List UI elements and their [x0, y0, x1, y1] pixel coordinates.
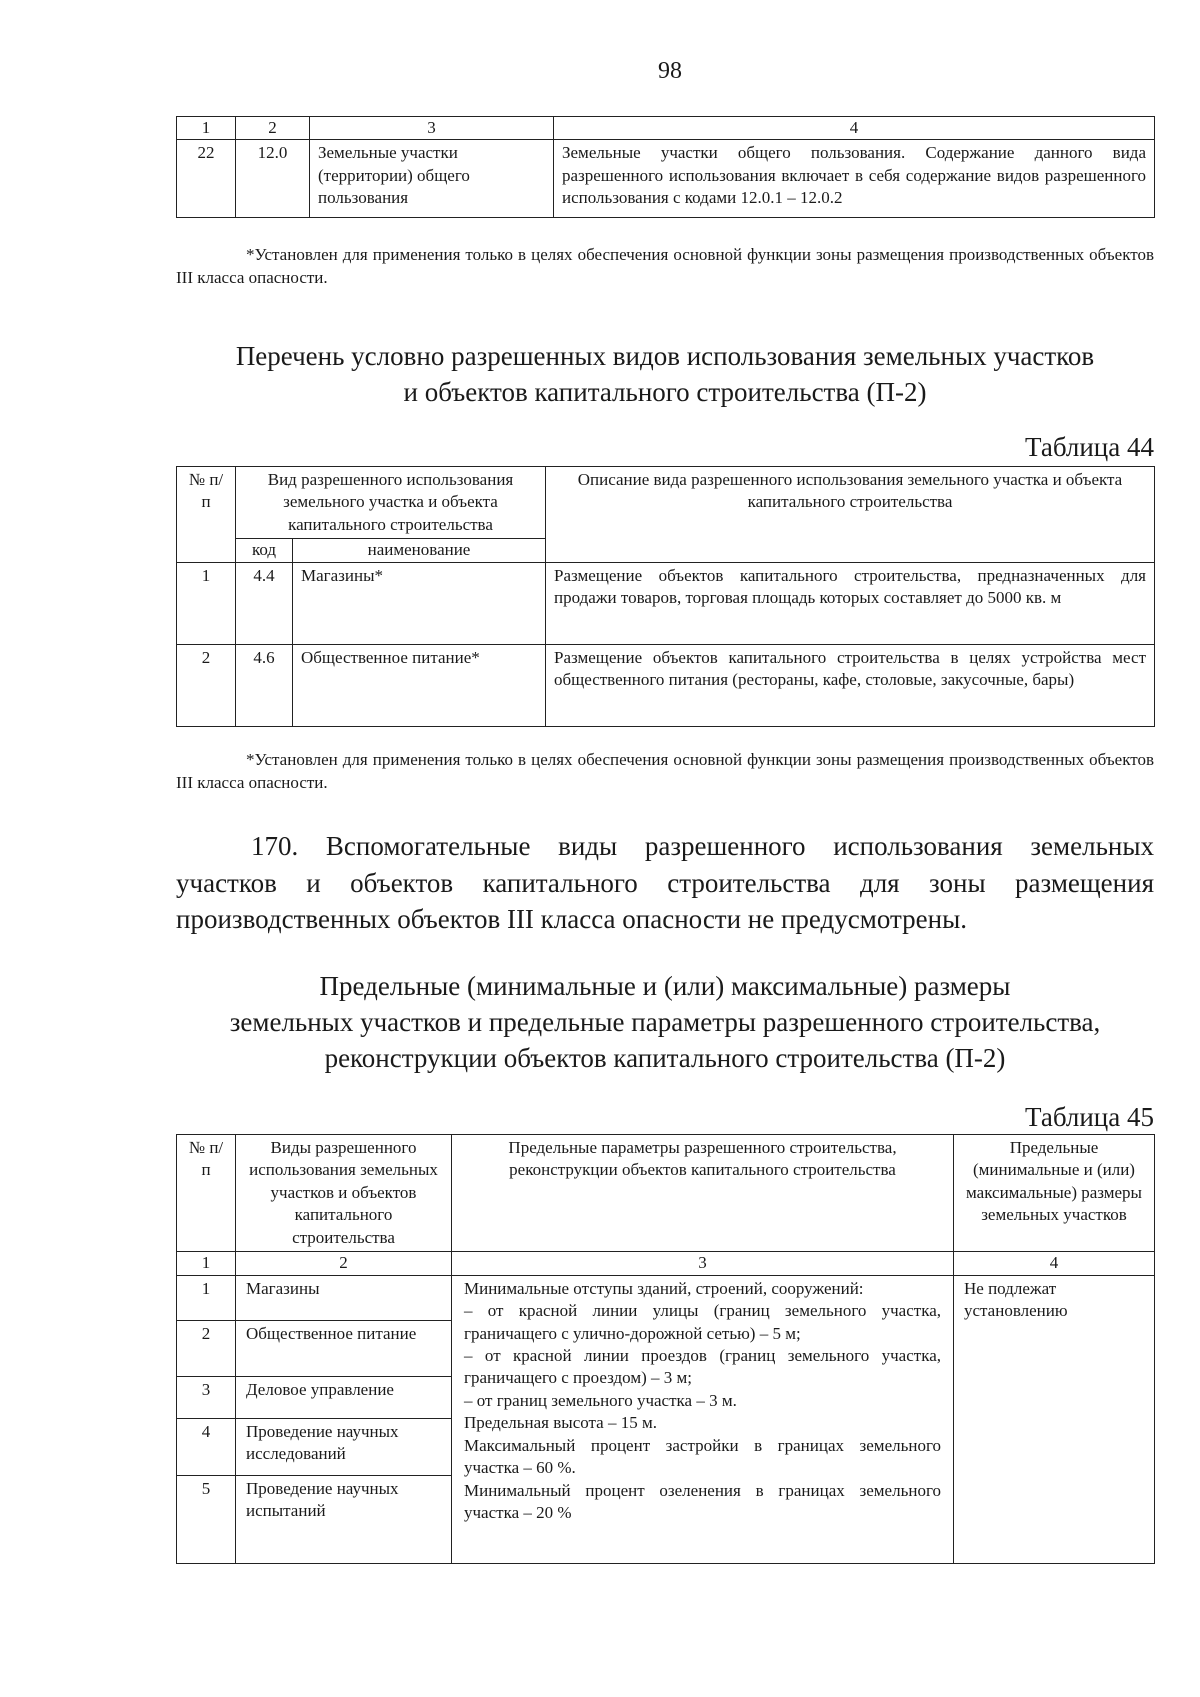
col-header-4: 4: [554, 117, 1155, 140]
table-row: 5 Проведение научных испытаний: [177, 1475, 1155, 1563]
table-44-label: Таблица 44: [1025, 432, 1154, 462]
t45-params-cell: Минимальные отступы зданий, строений, сооружений: – от красной линии улицы (границ земельного участка, граничащего с улично-дорожной сетью) – 5 м; – от красной линии проездов (границ земельного участка, граничащего с проездом) – 3 м; – от границ земельного участка – 3 м. Предельная высота – 15 м. Максимальный процент застройки в границах земельного участка – 60 %. Минимальный процент озеленения в границах земельного участка – 20 %: [452, 1275, 954, 1563]
t44-header-description: Описание вида разрешенного использования земельного участка и объекта капитального строительства: [546, 467, 1155, 563]
page-number: 98: [658, 58, 682, 84]
table-row: 3 Деловое управление: [177, 1376, 1155, 1418]
t45-header-kinds: Виды разрешенного использования земельных участков и объектов капитального строительства: [236, 1135, 452, 1252]
t45-header-params: Предельные параметры разрешенного строительства, реконструкции объектов капитального строительства: [452, 1135, 954, 1252]
t44-header-code: код: [236, 539, 293, 562]
table-row: 4 Проведение научных исследований: [177, 1418, 1155, 1475]
t45-sizes-cell: Не подлежат установлению: [954, 1275, 1155, 1563]
row-code: 12.0: [236, 140, 310, 218]
t45-header-num: № п/п: [177, 1135, 236, 1252]
footnote-1: *Установлен для применения только в целях обеспечения основной функции зоны размещения производственных объектов III класса опасности.: [176, 245, 1154, 288]
col-header-2: 2: [236, 117, 310, 140]
row-description: Земельные участки общего пользования. Содержание данного вида разрешенного использования включает в себя содержание видов разрешенного использования с кодами 12.0.1 – 12.0.2: [554, 140, 1155, 218]
table-row: 2 Общественное питание: [177, 1320, 1155, 1376]
t45-header-sizes: Предельные (минимальные и (или) максимальные) размеры земельных участков: [954, 1135, 1155, 1252]
col-header-3: 3: [310, 117, 554, 140]
t44-header-name: наименование: [293, 539, 546, 562]
table-44: [176, 466, 1155, 727]
continuation-table: [176, 116, 1155, 218]
paragraph-170: 170. Вспомогательные виды разрешенного использования земельных участков и объектов капитального строительства для зоны размещения производственных объектов III класса опасности не предусмотрены.: [176, 831, 1154, 935]
table-45: № п/п Виды разрешенного использования земельных участков и объектов капитального строительства Предельные параметры разрешенного строительства, реконструкции объектов капитального строительства Предельные (минимальные и (или) максимальные) размеры земельных участков 1 2 3 4 1 Магазины Минимальные отступы зданий, строений, сооружений: – от красной линии улицы (границ земельного участка, граничащего с улично-дорожной сетью) – 5 м; – от красной линии проездов (границ земельного участка, граничащего с проездом) – 3 м; – от границ земельного участка – 3 м. Предельная высота – 15 м. Максимальный процент застройки в границах земельного участка – 60 %. Минимальный процент озеленения в границах земельного участка – 20 % Не подлежат установлению 2 Общественное питание 3 Деловое управление 4 Проведение научных исследований 5 Проведение научных испытаний: [176, 1134, 1155, 1564]
col-header-1: 1: [177, 117, 236, 140]
table-45-label: Таблица 45: [1025, 1102, 1154, 1132]
heading-conditional-uses: Перечень условно разрешенных видов использования земельных участков и объектов капитального строительства (П-2): [235, 341, 1095, 408]
t44-header-kind: Вид разрешенного использования земельного участка и объекта капитального строительства: [236, 467, 546, 539]
t44-header-num: № п/п: [177, 467, 236, 563]
row-name: Земельные участки (территории) общего пользования: [310, 140, 554, 218]
heading-limit-parameters: Предельные (минимальные и (или) максимальные) размеры земельных участков и предельные параметры разрешенного строительства, реконструкции объектов капитального строительства (П-2): [229, 971, 1101, 1074]
table-row: 1 4.4 Магазины* Размещение объектов капитального строительства, предназначенных для продажи товаров, торговая площадь которых составляет до 5000 кв. м: [177, 562, 1155, 644]
table-row: 2 4.6 Общественное питание* Размещение объектов капитального строительства в целях устройства мест общественного питания (рестораны, кафе, столовые, закусочные, бары): [177, 644, 1155, 726]
table-row: 1 Магазины Минимальные отступы зданий, строений, сооружений: – от красной линии улицы (границ земельного участка, граничащего с улично-дорожной сетью) – 5 м; – от красной линии проездов (границ земельного участка, граничащего с проездом) – 3 м; – от границ земельного участка – 3 м. Предельная высота – 15 м. Максимальный процент застройки в границах земельного участка – 60 %. Минимальный процент озеленения в границах земельного участка – 20 % Не подлежат установлению: [177, 1275, 1155, 1320]
row-number: 22: [177, 140, 236, 218]
footnote-2: *Установлен для применения только в целях обеспечения основной функции зоны размещения производственных объектов III класса опасности.: [176, 750, 1154, 793]
